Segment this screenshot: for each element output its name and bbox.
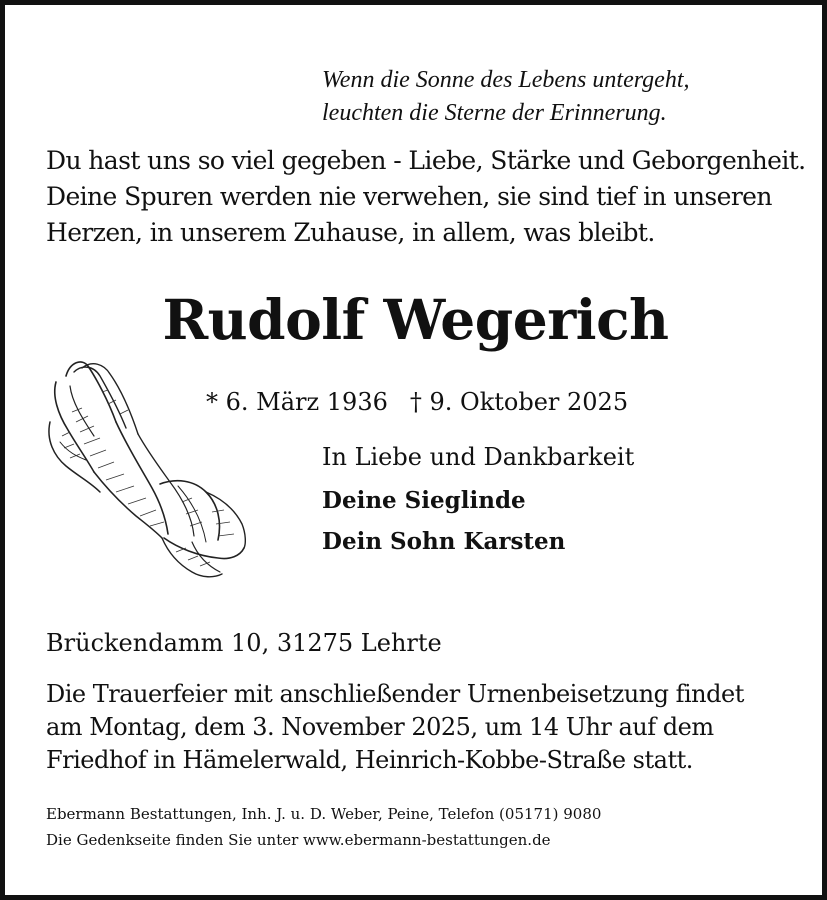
motto-line-1: Wenn die Sonne des Lebens untergeht, (322, 67, 690, 93)
signature-sieglinde: Deine Sieglinde (322, 487, 526, 514)
intro-line-2: Deine Spuren werden nie verwehen, sie sind tief in unseren (46, 182, 772, 211)
thanks-line: In Liebe und Dankbarkeit (322, 443, 635, 471)
life-dates (206, 385, 628, 419)
death-date: † 9. Oktober 2025 (409, 388, 629, 416)
intro-text (46, 143, 806, 251)
footer-line-2: Die Gedenkseite finden Sie unter www.ebermann-bestattungen.de (46, 831, 551, 849)
intro-line-1: Du hast uns so viel gegeben - Liebe, Stärke und Geborgenheit. (46, 146, 806, 175)
footer-line-1: Ebermann Bestattungen, Inh. J. u. D. Weber, Peine, Telefon (05171) 9080 (46, 805, 602, 823)
funeral-home-footer (46, 801, 601, 853)
deceased-name: Rudolf Wegerich (162, 287, 669, 352)
ceremony-line-2: am Montag, dem 3. November 2025, um 14 Uhr auf dem (46, 713, 714, 741)
signature-karsten: Dein Sohn Karsten (322, 528, 566, 555)
ceremony-info (46, 678, 744, 777)
mourner-address: Brückendamm 10, 31275 Lehrte (46, 629, 442, 657)
intro-line-3: Herzen, in unserem Zuhause, in allem, was bleibt. (46, 218, 655, 247)
birth-date: * 6. März 1936 (206, 388, 388, 416)
motto-quote (322, 64, 690, 130)
ceremony-line-3: Friedhof in Hämelerwald, Heinrich-Kobbe-Straße statt. (46, 746, 693, 774)
motto-line-2: leuchten die Sterne der Erinnerung. (322, 100, 667, 126)
ceremony-line-1: Die Trauerfeier mit anschließender Urnenbeisetzung findet (46, 680, 744, 708)
